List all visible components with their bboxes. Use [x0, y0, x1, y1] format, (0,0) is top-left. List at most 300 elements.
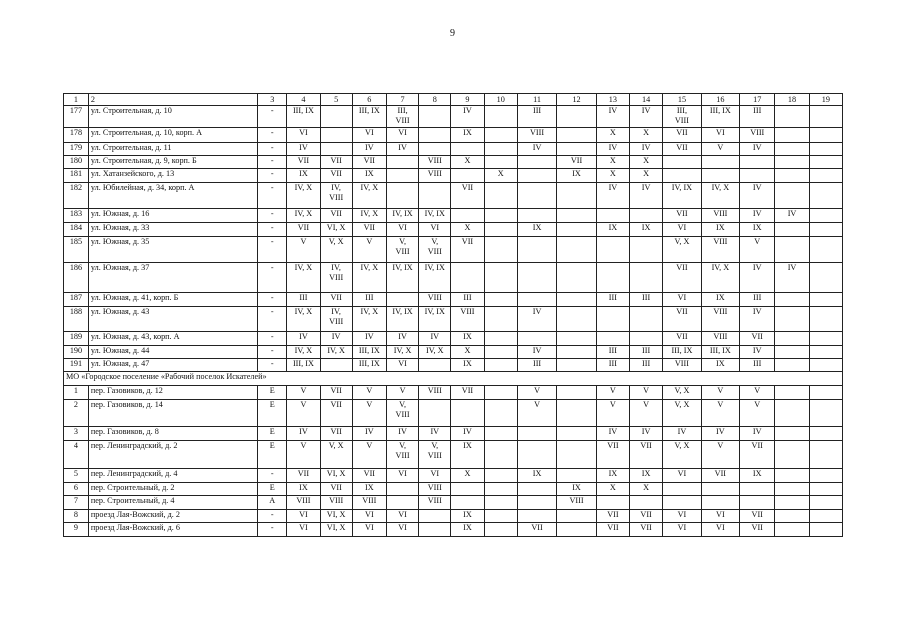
table-cell: VIII: [419, 293, 451, 307]
table-cell: [517, 263, 556, 293]
table-cell: III: [352, 293, 386, 307]
table-cell: VII: [320, 400, 352, 427]
table-cell: [809, 263, 842, 293]
table-row: [64, 346, 843, 359]
table-cell: [484, 128, 517, 143]
table-cell: IV: [451, 106, 484, 128]
table-cell: V, VIII: [419, 237, 451, 263]
table-cell: VI: [663, 523, 701, 537]
table-cell: [809, 496, 842, 510]
table-cell: [596, 263, 629, 293]
table-cell: Е: [258, 483, 287, 496]
table-cell: [775, 441, 809, 469]
table-cell: [484, 359, 517, 372]
address-cell: ул. Южная, д. 44: [88, 346, 257, 359]
table-cell: [484, 523, 517, 537]
table-cell: V: [386, 386, 418, 400]
table-cell: [775, 510, 809, 523]
table-cell: IV, X: [287, 263, 320, 293]
table-cell: IV, X: [701, 263, 739, 293]
table-cell: [386, 496, 418, 510]
table-cell: 180: [64, 156, 89, 169]
table-cell: 7: [64, 496, 89, 510]
table-cell: [386, 483, 418, 496]
table-cell: VI: [386, 359, 418, 372]
table-cell: III: [630, 359, 663, 372]
table-cell: [557, 332, 596, 346]
address-cell: ул. Южная, д. 35: [88, 237, 257, 263]
table-cell: -: [258, 237, 287, 263]
table-cell: IV: [740, 209, 775, 223]
table-cell: V: [287, 400, 320, 427]
table-cell: [386, 169, 418, 183]
table-cell: 3: [64, 427, 89, 441]
table-cell: [517, 332, 556, 346]
table-cell: VI: [701, 523, 739, 537]
table-cell: VIII: [419, 169, 451, 183]
table-cell: VI: [386, 510, 418, 523]
table-row: [64, 359, 843, 372]
table-cell: [775, 346, 809, 359]
table-cell: [320, 128, 352, 143]
table-cell: Е: [258, 441, 287, 469]
table-cell: [809, 510, 842, 523]
table-cell: IV, IX: [663, 183, 701, 209]
table-cell: VI, X: [320, 510, 352, 523]
table-cell: -: [258, 106, 287, 128]
table-cell: VIII: [701, 237, 739, 263]
table-cell: 181: [64, 169, 89, 183]
table-cell: 179: [64, 143, 89, 156]
table-cell: VII: [740, 510, 775, 523]
table-cell: [775, 183, 809, 209]
table-cell: IV: [287, 143, 320, 156]
table-cell: IX: [596, 469, 629, 483]
address-cell: ул. Строительная, д. 9, корп. Б: [88, 156, 257, 169]
table-cell: IX: [740, 223, 775, 237]
address-cell: пер. Ленинградский, д. 4: [88, 469, 257, 483]
table-cell: [663, 483, 701, 496]
table-cell: [775, 496, 809, 510]
table-cell: IV: [630, 143, 663, 156]
table-cell: [484, 510, 517, 523]
table-cell: V: [740, 237, 775, 263]
table-cell: X: [451, 469, 484, 483]
table-cell: VII: [740, 332, 775, 346]
table-cell: V: [517, 400, 556, 427]
table-cell: [809, 359, 842, 372]
table-cell: [775, 143, 809, 156]
table-cell: VII: [320, 386, 352, 400]
table-cell: V, VIII: [386, 237, 418, 263]
table-cell: IV: [517, 143, 556, 156]
table-cell: V: [287, 237, 320, 263]
table-cell: IV: [775, 209, 809, 223]
table-cell: 1: [64, 94, 89, 106]
table-cell: VII: [740, 523, 775, 537]
table-row: [64, 293, 843, 307]
table-cell: III: [630, 346, 663, 359]
table-cell: X: [630, 483, 663, 496]
table-cell: [517, 237, 556, 263]
table-cell: IV: [630, 183, 663, 209]
table-cell: [557, 293, 596, 307]
table-cell: V: [740, 386, 775, 400]
table-cell: [775, 169, 809, 183]
table-cell: -: [258, 183, 287, 209]
table-cell: [557, 359, 596, 372]
table-cell: 177: [64, 106, 89, 128]
table-cell: [809, 400, 842, 427]
table-cell: VI: [287, 510, 320, 523]
table-cell: [701, 496, 739, 510]
table-cell: VIII: [320, 496, 352, 510]
table-cell: [775, 386, 809, 400]
table-cell: 188: [64, 307, 89, 332]
table-cell: V: [630, 386, 663, 400]
table-cell: 14: [630, 94, 663, 106]
table-cell: [484, 293, 517, 307]
table-cell: VII: [663, 263, 701, 293]
header-row: [64, 94, 843, 106]
table-cell: 186: [64, 263, 89, 293]
table-cell: VIII: [352, 496, 386, 510]
table-cell: VIII: [701, 307, 739, 332]
table-cell: -: [258, 223, 287, 237]
table-cell: [517, 483, 556, 496]
table-cell: [809, 332, 842, 346]
table-cell: IV, X: [701, 183, 739, 209]
table-cell: [517, 293, 556, 307]
table-cell: IV, X: [287, 209, 320, 223]
table-cell: IV: [517, 346, 556, 359]
table-cell: V: [517, 386, 556, 400]
table-cell: [557, 128, 596, 143]
table-cell: [557, 469, 596, 483]
table-cell: VII: [596, 510, 629, 523]
table-cell: [484, 441, 517, 469]
table-cell: X: [596, 483, 629, 496]
table-cell: VI: [386, 223, 418, 237]
table-cell: [517, 427, 556, 441]
table-cell: VIII: [701, 332, 739, 346]
table-cell: 6: [352, 94, 386, 106]
table-cell: IV: [630, 427, 663, 441]
table-cell: III: [451, 293, 484, 307]
table-cell: VI: [419, 223, 451, 237]
table-cell: [557, 510, 596, 523]
table-cell: VI: [663, 469, 701, 483]
table-cell: IV: [386, 427, 418, 441]
table-cell: VI: [386, 469, 418, 483]
table-cell: IX: [287, 169, 320, 183]
table-cell: III, VIII: [386, 106, 418, 128]
table-cell: VII: [630, 523, 663, 537]
table-cell: IX: [451, 359, 484, 372]
table-cell: VII: [663, 307, 701, 332]
table-cell: [809, 523, 842, 537]
table-cell: IV: [663, 427, 701, 441]
table-cell: 9: [64, 523, 89, 537]
table-cell: V: [701, 143, 739, 156]
table-cell: -: [258, 523, 287, 537]
table-cell: IX: [596, 223, 629, 237]
table-cell: IV: [352, 143, 386, 156]
table-cell: IV: [320, 332, 352, 346]
table-cell: IV: [352, 427, 386, 441]
table-cell: VII: [320, 483, 352, 496]
table-cell: [451, 496, 484, 510]
table-cell: 2: [64, 400, 89, 427]
table-cell: VIII: [419, 386, 451, 400]
table-cell: VI: [663, 510, 701, 523]
address-cell: ул. Южная, д. 43, корп. А: [88, 332, 257, 346]
table-cell: III, IX: [287, 359, 320, 372]
table-cell: IX: [451, 441, 484, 469]
table-cell: VII: [451, 386, 484, 400]
table-cell: V: [287, 386, 320, 400]
table-cell: -: [258, 510, 287, 523]
table-cell: [775, 332, 809, 346]
table-cell: IV: [386, 332, 418, 346]
table-cell: [809, 441, 842, 469]
table-row: [64, 469, 843, 483]
table-cell: IV: [701, 427, 739, 441]
address-cell: проезд Лая-Вожский, д. 6: [88, 523, 257, 537]
table-cell: [809, 183, 842, 209]
table-cell: 13: [596, 94, 629, 106]
table-cell: V: [701, 386, 739, 400]
table-cell: [484, 346, 517, 359]
table-cell: IV, IX: [386, 209, 418, 223]
table-cell: 7: [386, 94, 418, 106]
table-row: [64, 223, 843, 237]
table-cell: 1: [64, 386, 89, 400]
table-cell: IX: [630, 469, 663, 483]
table-cell: [419, 523, 451, 537]
address-cell: ул. Южная, д. 33: [88, 223, 257, 237]
table-cell: 11: [517, 94, 556, 106]
table-cell: IV, IX: [386, 307, 418, 332]
table-cell: [775, 427, 809, 441]
table-cell: IX: [740, 469, 775, 483]
table-cell: [557, 237, 596, 263]
table-cell: [557, 143, 596, 156]
table-cell: VI: [287, 128, 320, 143]
table-cell: [419, 400, 451, 427]
table-cell: III: [596, 293, 629, 307]
table-cell: IX: [451, 332, 484, 346]
table-cell: [484, 332, 517, 346]
table-cell: VIII: [701, 209, 739, 223]
table-cell: III: [596, 359, 629, 372]
table-cell: [419, 143, 451, 156]
table-cell: [484, 183, 517, 209]
table-row: [64, 156, 843, 169]
table-cell: IV: [596, 143, 629, 156]
table-cell: [596, 332, 629, 346]
table-cell: [596, 496, 629, 510]
table-cell: IX: [451, 510, 484, 523]
table-cell: -: [258, 169, 287, 183]
table-cell: [484, 483, 517, 496]
table-cell: V, X: [663, 400, 701, 427]
address-cell: ул. Строительная, д. 10: [88, 106, 257, 128]
address-cell: пер. Строительный, д. 4: [88, 496, 257, 510]
table-cell: VII: [517, 523, 556, 537]
table-cell: III: [630, 293, 663, 307]
table-cell: IV: [740, 346, 775, 359]
table-cell: X: [630, 169, 663, 183]
table-row: [64, 237, 843, 263]
table-cell: IV, X: [352, 307, 386, 332]
address-cell: пер. Газовиков, д. 8: [88, 427, 257, 441]
table-cell: VI: [701, 510, 739, 523]
table-cell: V, VIII: [419, 441, 451, 469]
table-cell: [809, 223, 842, 237]
table-row: [64, 169, 843, 183]
address-cell: ул. Южная, д. 47: [88, 359, 257, 372]
table-cell: [419, 128, 451, 143]
table-cell: [557, 400, 596, 427]
table-cell: V, X: [663, 237, 701, 263]
table-cell: [451, 143, 484, 156]
table-cell: [451, 209, 484, 223]
table-cell: III: [740, 359, 775, 372]
table-cell: [484, 223, 517, 237]
address-cell: пер. Ленинградский, д. 2: [88, 441, 257, 469]
table-cell: [775, 307, 809, 332]
table-cell: [596, 307, 629, 332]
table-cell: 190: [64, 346, 89, 359]
table-cell: -: [258, 143, 287, 156]
table-cell: -: [258, 263, 287, 293]
table-cell: VII: [352, 223, 386, 237]
table-cell: V: [287, 441, 320, 469]
address-cell: пер. Строительный, д. 2: [88, 483, 257, 496]
table-cell: VIII: [451, 307, 484, 332]
table-cell: IV: [596, 183, 629, 209]
table-cell: IV: [517, 307, 556, 332]
table-cell: VII: [596, 523, 629, 537]
table-cell: VI: [352, 523, 386, 537]
table-cell: VII: [596, 441, 629, 469]
table-cell: Е: [258, 386, 287, 400]
table-cell: 17: [740, 94, 775, 106]
table-cell: 5: [64, 469, 89, 483]
table-cell: V: [701, 441, 739, 469]
table-cell: [451, 169, 484, 183]
table-cell: VII: [630, 441, 663, 469]
table-cell: IX: [352, 169, 386, 183]
table-cell: X: [596, 156, 629, 169]
table-cell: [809, 469, 842, 483]
table-cell: VI: [287, 523, 320, 537]
table-cell: VIII: [419, 483, 451, 496]
table-cell: [809, 156, 842, 169]
table-cell: [484, 106, 517, 128]
table-cell: IV: [740, 143, 775, 156]
table-cell: [630, 307, 663, 332]
table-cell: 187: [64, 293, 89, 307]
table-cell: III, IX: [663, 346, 701, 359]
table-cell: IV, X: [287, 307, 320, 332]
table-cell: [630, 332, 663, 346]
table-cell: 185: [64, 237, 89, 263]
table-cell: IV: [740, 263, 775, 293]
table-cell: 191: [64, 359, 89, 372]
table-cell: [701, 169, 739, 183]
table-cell: IV: [352, 332, 386, 346]
table-cell: IX: [630, 223, 663, 237]
table-cell: IV, VIII: [320, 183, 352, 209]
table-cell: VI: [419, 469, 451, 483]
table-cell: [517, 441, 556, 469]
table-cell: [557, 307, 596, 332]
table-cell: VII: [663, 128, 701, 143]
table-cell: X: [630, 156, 663, 169]
table-cell: IV: [740, 307, 775, 332]
table-cell: VIII: [663, 359, 701, 372]
table-cell: IX: [701, 293, 739, 307]
table-cell: V: [352, 441, 386, 469]
table-cell: [557, 386, 596, 400]
table-cell: VII: [287, 469, 320, 483]
table-cell: V, X: [320, 441, 352, 469]
table-row: [64, 427, 843, 441]
table-cell: X: [451, 156, 484, 169]
table-cell: VI, X: [320, 469, 352, 483]
table-cell: [484, 237, 517, 263]
table-cell: III, IX: [701, 106, 739, 128]
table-cell: IV: [596, 106, 629, 128]
table-cell: X: [484, 169, 517, 183]
table-cell: IV, IX: [419, 209, 451, 223]
table-cell: [557, 441, 596, 469]
table-cell: VIII: [517, 128, 556, 143]
table-cell: [484, 400, 517, 427]
table-cell: 6: [64, 483, 89, 496]
table-cell: VII: [701, 469, 739, 483]
table-cell: VII: [320, 156, 352, 169]
table-cell: 182: [64, 183, 89, 209]
table-cell: [557, 106, 596, 128]
table-cell: Е: [258, 427, 287, 441]
table-cell: -: [258, 156, 287, 169]
table-row: [64, 263, 843, 293]
table-cell: [775, 483, 809, 496]
table-cell: X: [451, 346, 484, 359]
table-cell: IV, X: [287, 346, 320, 359]
table-cell: IX: [557, 483, 596, 496]
table-cell: VIII: [287, 496, 320, 510]
table-cell: X: [596, 128, 629, 143]
table-row: [64, 510, 843, 523]
table-cell: [809, 386, 842, 400]
table-cell: [809, 128, 842, 143]
table-cell: -: [258, 293, 287, 307]
table-row: [64, 183, 843, 209]
table-cell: VII: [287, 223, 320, 237]
table-cell: IX: [287, 483, 320, 496]
table-cell: [809, 307, 842, 332]
table-cell: 19: [809, 94, 842, 106]
table-cell: V: [701, 400, 739, 427]
table-cell: [484, 209, 517, 223]
table-cell: -: [258, 332, 287, 346]
table-cell: IV, VIII: [320, 263, 352, 293]
table-row: [64, 128, 843, 143]
